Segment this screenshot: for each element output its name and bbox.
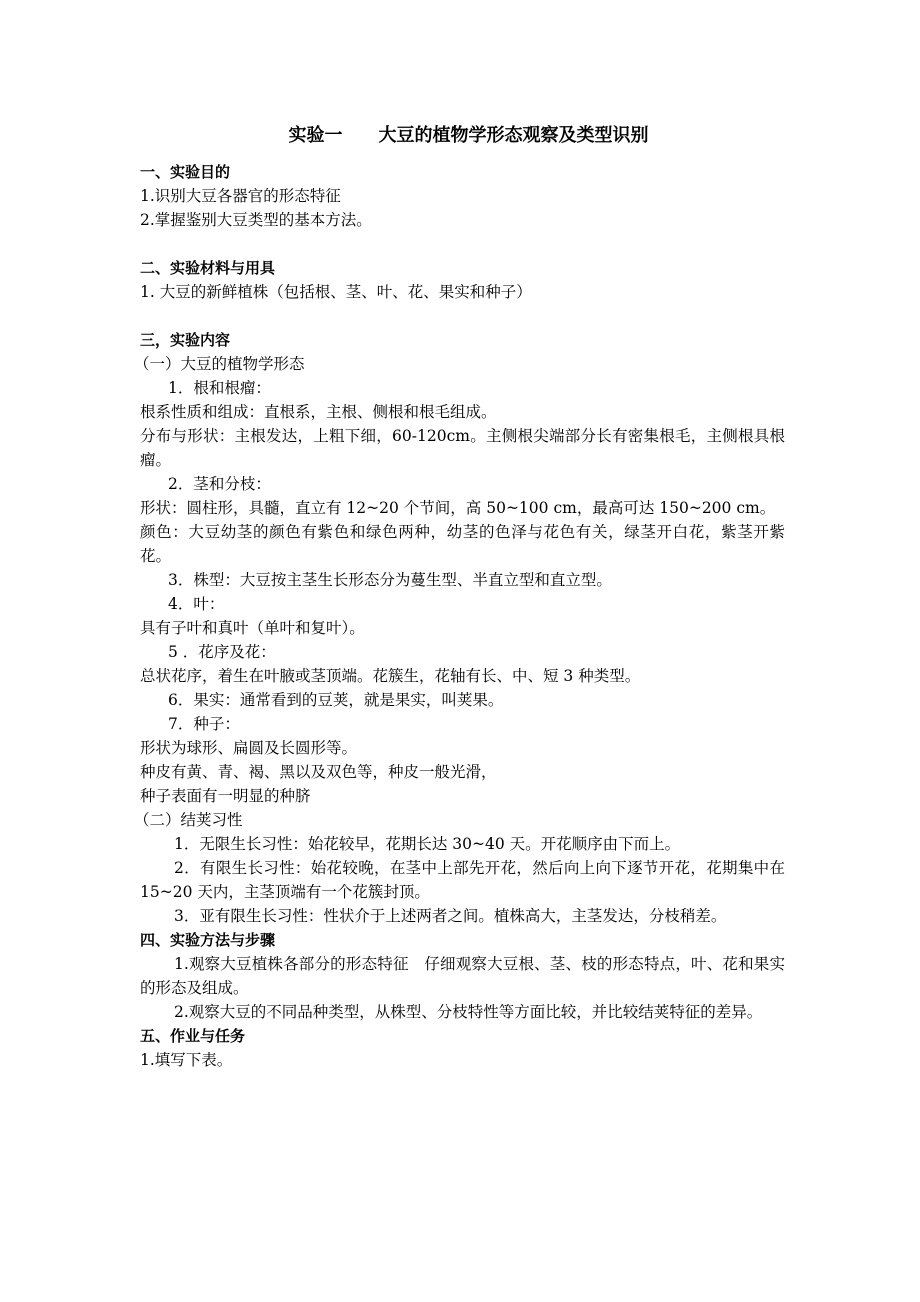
root-line-2: 分布与形状：主根发达，上粗下细，60-120cm。主侧根尖端部分长有密集根毛，主侧根具根瘤。 [140, 427, 785, 469]
flower-line-1: 总状花序，着生在叶腋或茎顶端。花簇生，花轴有长、中、短 3 种类型。 [140, 667, 641, 685]
stem-line-1: 形状：圆柱形，具髓，直立有 12~20 个节间，高 50~100 cm，最高可达 150~200 cm。 [140, 499, 776, 517]
seed-line-1: 形状为球形、扁圆及长圆形等。 [140, 739, 358, 757]
leaf-line-1: 具有子叶和真叶（单叶和复叶）。 [140, 619, 365, 637]
assignment-item-1: 1.填写下表。 [140, 1051, 233, 1069]
section-heading-content: 三，实验内容 [140, 331, 231, 349]
method-step-1: 1.观察大豆植株各部分的形态特征 仔细观察大豆根、茎、枝的形态特点，叶、花和果实的形态及组成。 [140, 955, 785, 997]
root-title: 1．根和根瘤： [168, 379, 271, 397]
seed-title: 7．种子： [168, 715, 240, 733]
stem-title: 2．茎和分枝： [168, 475, 271, 493]
seed-line-2: 种皮有黄、青、褐、黑以及双色等，种皮一般光滑， [140, 763, 497, 781]
flower-title: 5 ．花序及花： [168, 643, 276, 661]
seed-line-3: 种子表面有一明显的种脐 [140, 787, 311, 805]
document-title: 实验一 大豆的植物学形态观察及类型识别 [288, 125, 649, 146]
stem-line-2: 颜色：大豆幼茎的颜色有紫色和绿色两种，幼茎的色泽与花色有关，绿茎开白花，紫茎开紫花。 [140, 523, 785, 565]
subsection-morphology: （一）大豆的植物学形态 [134, 355, 305, 373]
section-heading-assignment: 五、作业与任务 [140, 1027, 246, 1045]
section-heading-purpose: 一、实验目的 [140, 163, 231, 181]
habit-indeterminate: 1．无限生长习性：始花较早，花期长达 30~40 天。开花顺序由下而上。 [174, 835, 681, 853]
root-line-1: 根系性质和组成：直根系，主根、侧根和根毛组成。 [140, 403, 497, 421]
leaf-title: 4．叶： [168, 595, 225, 613]
section-heading-materials: 二、实验材料与用具 [140, 259, 276, 277]
purpose-item-1: 1.识别大豆各器官的形态特征 [140, 187, 341, 205]
purpose-item-2: 2.掌握鉴别大豆类型的基本方法。 [140, 211, 372, 229]
habit-semideterminate: 3．亚有限生长习性：性状介于上述两者之间。植株高大，主茎发达，分枝稍差。 [174, 907, 727, 925]
subsection-podding-habit: （二）结荚习性 [134, 811, 243, 829]
document-page [134, 122, 785, 1072]
spacer [140, 232, 785, 256]
fruit-line: 6．果实：通常看到的豆荚，就是果实，叫荚果。 [168, 691, 504, 709]
plant-type: 3．株型：大豆按主茎生长形态分为蔓生型、半直立型和直立型。 [168, 571, 612, 589]
method-step-2: 2.观察大豆的不同品种类型，从株型、分枝特性等方面比较，并比较结荚特征的差异。 [174, 1003, 763, 1021]
habit-determinate: 2．有限生长习性：始花较晚，在茎中上部先开花，然后向上向下逐节开花，花期集中在 15~20 天内，主茎顶端有一个花簇封顶。 [140, 859, 785, 901]
spacer [140, 304, 785, 328]
section-heading-methods: 四、实验方法与步骤 [140, 931, 276, 949]
materials-item-1: 1. 大豆的新鲜植株（包括根、茎、叶、花、果实和种子） [140, 283, 532, 301]
